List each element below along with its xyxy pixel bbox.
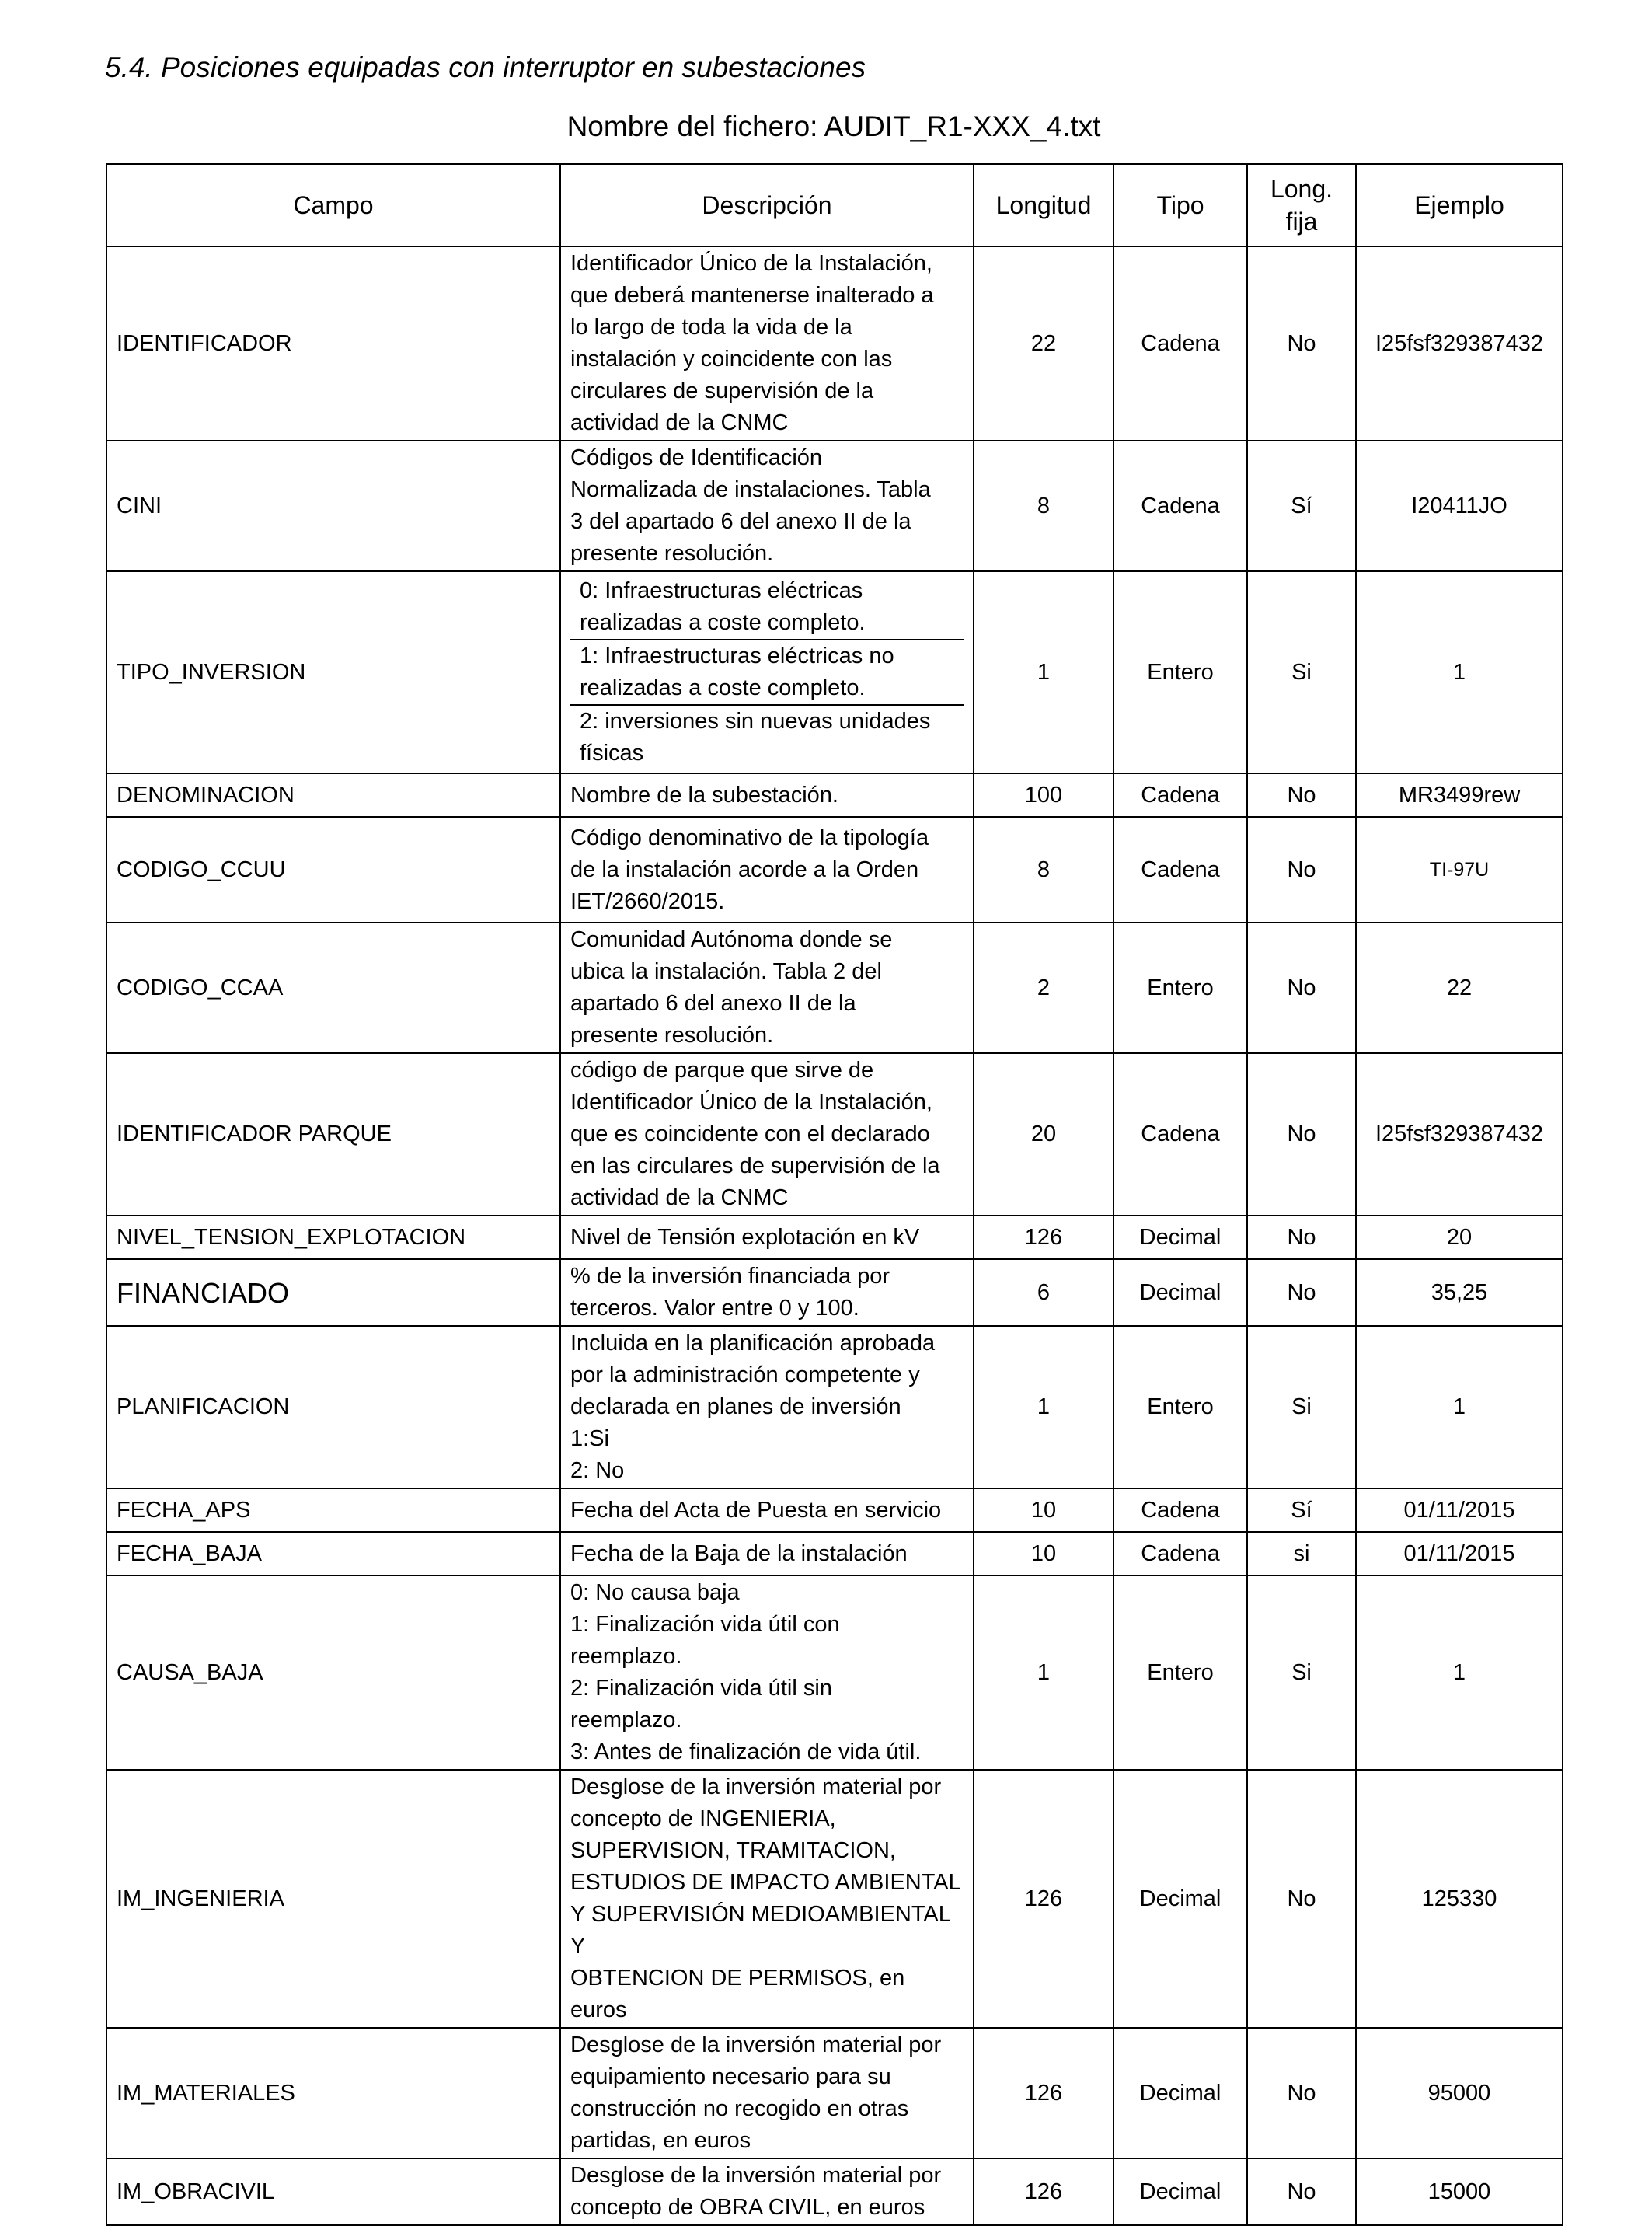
cell-long-fija: Sí	[1247, 441, 1356, 571]
desc-line: 2: No	[570, 1458, 625, 1483]
cell-tipo: Decimal	[1114, 2028, 1247, 2158]
cell-descripcion	[560, 1053, 974, 1216]
cell-tipo: Cadena	[1114, 1532, 1247, 1575]
cell-long-fija: No	[1247, 1053, 1356, 1216]
table-row	[106, 923, 1563, 1053]
cell-tipo: Decimal	[1114, 1770, 1247, 2028]
cell-longitud: 22	[974, 246, 1114, 441]
cell-descripcion	[560, 923, 974, 1053]
desc-line: circulares de supervisión de la	[570, 379, 874, 403]
desc-line: actividad de la CNMC	[570, 410, 789, 435]
desc-line: declarada en planes de inversión	[570, 1394, 901, 1419]
table-row	[106, 773, 1563, 817]
desc-line: presente resolución.	[570, 541, 774, 566]
table-row	[106, 246, 1563, 441]
cell-longitud: 1	[974, 1575, 1114, 1770]
cell-ejemplo: 22	[1356, 923, 1563, 1053]
cell-long-fija: No	[1247, 1259, 1356, 1326]
table-row	[106, 1216, 1563, 1259]
cell-descripcion	[560, 773, 974, 817]
table-row	[106, 1488, 1563, 1532]
option-item	[570, 640, 964, 706]
cell-campo: IM_INGENIERIA	[106, 1770, 560, 2028]
option-line: 1: Infraestructuras eléctricas no	[580, 644, 894, 668]
cell-longitud: 8	[974, 441, 1114, 571]
desc-line: apartado 6 del anexo II de la	[570, 991, 856, 1016]
cell-campo: IM_OBRACIVIL	[106, 2158, 560, 2225]
cell-descripcion	[560, 1326, 974, 1488]
header-long-fija	[1247, 164, 1356, 246]
section-heading: 5.4. Posiciones equipadas con interruptor en subestaciones	[105, 51, 866, 83]
desc-line: Nombre de la subestación.	[570, 782, 838, 808]
desc-line: OBTENCION DE PERMISOS, en euros	[570, 1966, 905, 2022]
cell-campo: CINI	[106, 441, 560, 571]
table-row	[106, 1575, 1563, 1770]
desc-line: ESTUDIOS DE IMPACTO AMBIENTAL	[570, 1870, 961, 1895]
desc-line: equipamiento necesario para su	[570, 2064, 891, 2089]
cell-descripcion	[560, 1532, 974, 1575]
desc-line: SUPERVISION, TRAMITACION,	[570, 1838, 896, 1863]
cell-long-fija: si	[1247, 1532, 1356, 1575]
field-spec-table	[106, 163, 1563, 2226]
cell-long-fija: Si	[1247, 1326, 1356, 1488]
desc-line: en las circulares de supervisión de la	[570, 1153, 940, 1178]
cell-long-fija: No	[1247, 773, 1356, 817]
cell-long-fija: No	[1247, 2158, 1356, 2225]
desc-line: partidas, en euros	[570, 2128, 751, 2153]
cell-longitud: 126	[974, 2158, 1114, 2225]
cell-long-fija: No	[1247, 1770, 1356, 2028]
cell-long-fija: Si	[1247, 1575, 1356, 1770]
cell-tipo: Entero	[1114, 1575, 1247, 1770]
cell-long-fija: No	[1247, 2028, 1356, 2158]
desc-line: Desglose de la inversión material por	[570, 2163, 942, 2188]
header-tipo: Tipo	[1114, 164, 1247, 246]
cell-long-fija: No	[1247, 923, 1356, 1053]
option-line: realizadas a coste completo.	[580, 675, 866, 700]
option-line: 2: inversiones sin nuevas unidades	[580, 709, 931, 734]
cell-long-fija: No	[1247, 817, 1356, 923]
desc-line: Desglose de la inversión material por	[570, 2032, 942, 2057]
desc-line: Códigos de Identificación	[570, 445, 823, 470]
option-line: 0: Infraestructuras eléctricas	[580, 578, 863, 603]
header-long-fija-line2: fija	[1285, 208, 1318, 236]
cell-longitud: 126	[974, 1770, 1114, 2028]
cell-ejemplo: 1	[1356, 571, 1563, 773]
cell-ejemplo: I20411JO	[1356, 441, 1563, 571]
option-line: realizadas a coste completo.	[580, 610, 866, 635]
cell-descripcion	[560, 246, 974, 441]
table-row	[106, 1053, 1563, 1216]
cell-tipo: Decimal	[1114, 1216, 1247, 1259]
desc-line: 0: No causa baja	[570, 1580, 740, 1605]
desc-line: que deberá mantenerse inalterado a	[570, 283, 934, 308]
table-row	[106, 1532, 1563, 1575]
cell-ejemplo: 20	[1356, 1216, 1563, 1259]
table-row	[106, 2158, 1563, 2225]
header-descripcion: Descripción	[560, 164, 974, 246]
table-row	[106, 1259, 1563, 1326]
cell-ejemplo: 15000	[1356, 2158, 1563, 2225]
cell-descripcion-options	[560, 571, 974, 773]
cell-ejemplo: 01/11/2015	[1356, 1532, 1563, 1575]
desc-line: Fecha del Acta de Puesta en servicio	[570, 1497, 942, 1523]
cell-longitud: 8	[974, 817, 1114, 923]
cell-longitud: 10	[974, 1488, 1114, 1532]
cell-long-fija: Si	[1247, 571, 1356, 773]
cell-campo: TIPO_INVERSION	[106, 571, 560, 773]
desc-line: 3 del apartado 6 del anexo II de la	[570, 509, 911, 534]
cell-long-fija: Sí	[1247, 1488, 1356, 1532]
table-row	[106, 2028, 1563, 2158]
cell-campo: NIVEL_TENSION_EXPLOTACION	[106, 1216, 560, 1259]
table-row	[106, 571, 1563, 773]
desc-line: Nivel de Tensión explotación en kV	[570, 1224, 920, 1250]
cell-longitud: 100	[974, 773, 1114, 817]
desc-line: concepto de INGENIERIA,	[570, 1806, 836, 1831]
cell-longitud: 126	[974, 1216, 1114, 1259]
cell-descripcion	[560, 1216, 974, 1259]
desc-line: % de la inversión financiada por	[570, 1264, 890, 1289]
cell-tipo: Cadena	[1114, 817, 1247, 923]
desc-line: concepto de OBRA CIVIL, en euros	[570, 2195, 925, 2220]
cell-longitud: 1	[974, 571, 1114, 773]
cell-campo: FECHA_BAJA	[106, 1532, 560, 1575]
cell-ejemplo: 1	[1356, 1326, 1563, 1488]
desc-line: Código denominativo de la tipología	[570, 825, 929, 850]
cell-longitud: 1	[974, 1326, 1114, 1488]
cell-descripcion	[560, 2158, 974, 2225]
desc-line: construcción no recogido en otras	[570, 2096, 909, 2121]
desc-line: 2: Finalización vida útil sin	[570, 1676, 832, 1701]
cell-ejemplo: TI-97U	[1356, 817, 1563, 923]
cell-tipo: Entero	[1114, 1326, 1247, 1488]
cell-longitud: 126	[974, 2028, 1114, 2158]
desc-line: código de parque que sirve de	[570, 1058, 874, 1083]
cell-tipo: Decimal	[1114, 2158, 1247, 2225]
desc-line: que es coincidente con el declarado	[570, 1122, 930, 1146]
desc-line: 1:Si	[570, 1426, 609, 1451]
header-longitud: Longitud	[974, 164, 1114, 246]
desc-line: presente resolución.	[570, 1023, 774, 1048]
cell-campo: DENOMINACION	[106, 773, 560, 817]
desc-line: Identificador Único de la Instalación,	[570, 251, 932, 276]
desc-line: instalación y coincidente con las	[570, 347, 893, 372]
cell-campo: PLANIFICACION	[106, 1326, 560, 1488]
cell-descripcion	[560, 441, 974, 571]
cell-campo: CODIGO_CCUU	[106, 817, 560, 923]
cell-descripcion	[560, 1488, 974, 1532]
desc-line: Identificador Único de la Instalación,	[570, 1090, 932, 1115]
desc-line: lo largo de toda la vida de la	[570, 315, 852, 340]
cell-tipo: Cadena	[1114, 1053, 1247, 1216]
cell-tipo: Cadena	[1114, 1488, 1247, 1532]
table-row	[106, 441, 1563, 571]
cell-tipo: Cadena	[1114, 773, 1247, 817]
cell-longitud: 10	[974, 1532, 1114, 1575]
desc-line: Incluida en la planificación aprobada	[570, 1331, 936, 1355]
cell-ejemplo: I25fsf329387432	[1356, 246, 1563, 441]
desc-line: actividad de la CNMC	[570, 1185, 789, 1210]
desc-line: terceros. Valor entre 0 y 100.	[570, 1296, 859, 1321]
cell-descripcion	[560, 817, 974, 923]
cell-ejemplo: 125330	[1356, 1770, 1563, 2028]
cell-campo: CAUSA_BAJA	[106, 1575, 560, 1770]
cell-descripcion	[560, 2028, 974, 2158]
cell-longitud: 20	[974, 1053, 1114, 1216]
option-item	[570, 575, 964, 640]
desc-line: reemplazo.	[570, 1708, 682, 1732]
cell-campo: FECHA_APS	[106, 1488, 560, 1532]
cell-tipo: Cadena	[1114, 441, 1247, 571]
header-ejemplo: Ejemplo	[1356, 164, 1563, 246]
cell-descripcion	[560, 1575, 974, 1770]
desc-line: 3: Antes de finalización de vida útil.	[570, 1739, 922, 1764]
option-item	[570, 706, 964, 769]
desc-line: de la instalación acorde a la Orden	[570, 857, 919, 882]
cell-campo: IM_MATERIALES	[106, 2028, 560, 2158]
file-name-title: Nombre del fichero: AUDIT_R1-XXX_4.txt	[566, 110, 1101, 142]
cell-ejemplo: 35,25	[1356, 1259, 1563, 1326]
desc-line: Normalizada de instalaciones. Tabla	[570, 477, 931, 502]
desc-line: ubica la instalación. Tabla 2 del	[570, 959, 882, 984]
cell-long-fija: No	[1247, 1216, 1356, 1259]
table-row	[106, 817, 1563, 923]
option-line: físicas	[580, 741, 644, 766]
desc-line: Desglose de la inversión material por	[570, 1774, 942, 1799]
desc-line: por la administración competente y	[570, 1362, 920, 1387]
desc-line: 1: Finalización vida útil con	[570, 1612, 840, 1637]
cell-campo: IDENTIFICADOR	[106, 246, 560, 441]
cell-campo: CODIGO_CCAA	[106, 923, 560, 1053]
desc-line: Fecha de la Baja de la instalación	[570, 1540, 908, 1566]
cell-tipo: Entero	[1114, 923, 1247, 1053]
header-row	[106, 164, 1563, 246]
table-body	[106, 246, 1563, 2225]
desc-line: Y SUPERVISIÓN MEDIOAMBIENTAL Y	[570, 1902, 950, 1959]
cell-ejemplo: I25fsf329387432	[1356, 1053, 1563, 1216]
cell-longitud: 6	[974, 1259, 1114, 1326]
desc-line: Comunidad Autónoma donde se	[570, 927, 893, 952]
cell-tipo: Entero	[1114, 571, 1247, 773]
header-campo: Campo	[106, 164, 560, 246]
header-long-fija-line1: Long.	[1270, 175, 1333, 203]
cell-longitud: 2	[974, 923, 1114, 1053]
desc-line: IET/2660/2015.	[570, 888, 725, 914]
cell-long-fija: No	[1247, 246, 1356, 441]
cell-descripcion	[560, 1770, 974, 2028]
table-row	[106, 1326, 1563, 1488]
cell-ejemplo: MR3499rew	[1356, 773, 1563, 817]
cell-ejemplo: 95000	[1356, 2028, 1563, 2158]
cell-descripcion	[560, 1259, 974, 1326]
cell-campo: IDENTIFICADOR PARQUE	[106, 1053, 560, 1216]
cell-ejemplo: 01/11/2015	[1356, 1488, 1563, 1532]
table-row	[106, 1770, 1563, 2028]
cell-ejemplo: 1	[1356, 1575, 1563, 1770]
desc-line: reemplazo.	[570, 1644, 682, 1669]
cell-campo: FINANCIADO	[106, 1259, 560, 1326]
cell-tipo: Decimal	[1114, 1259, 1247, 1326]
cell-tipo: Cadena	[1114, 246, 1247, 441]
